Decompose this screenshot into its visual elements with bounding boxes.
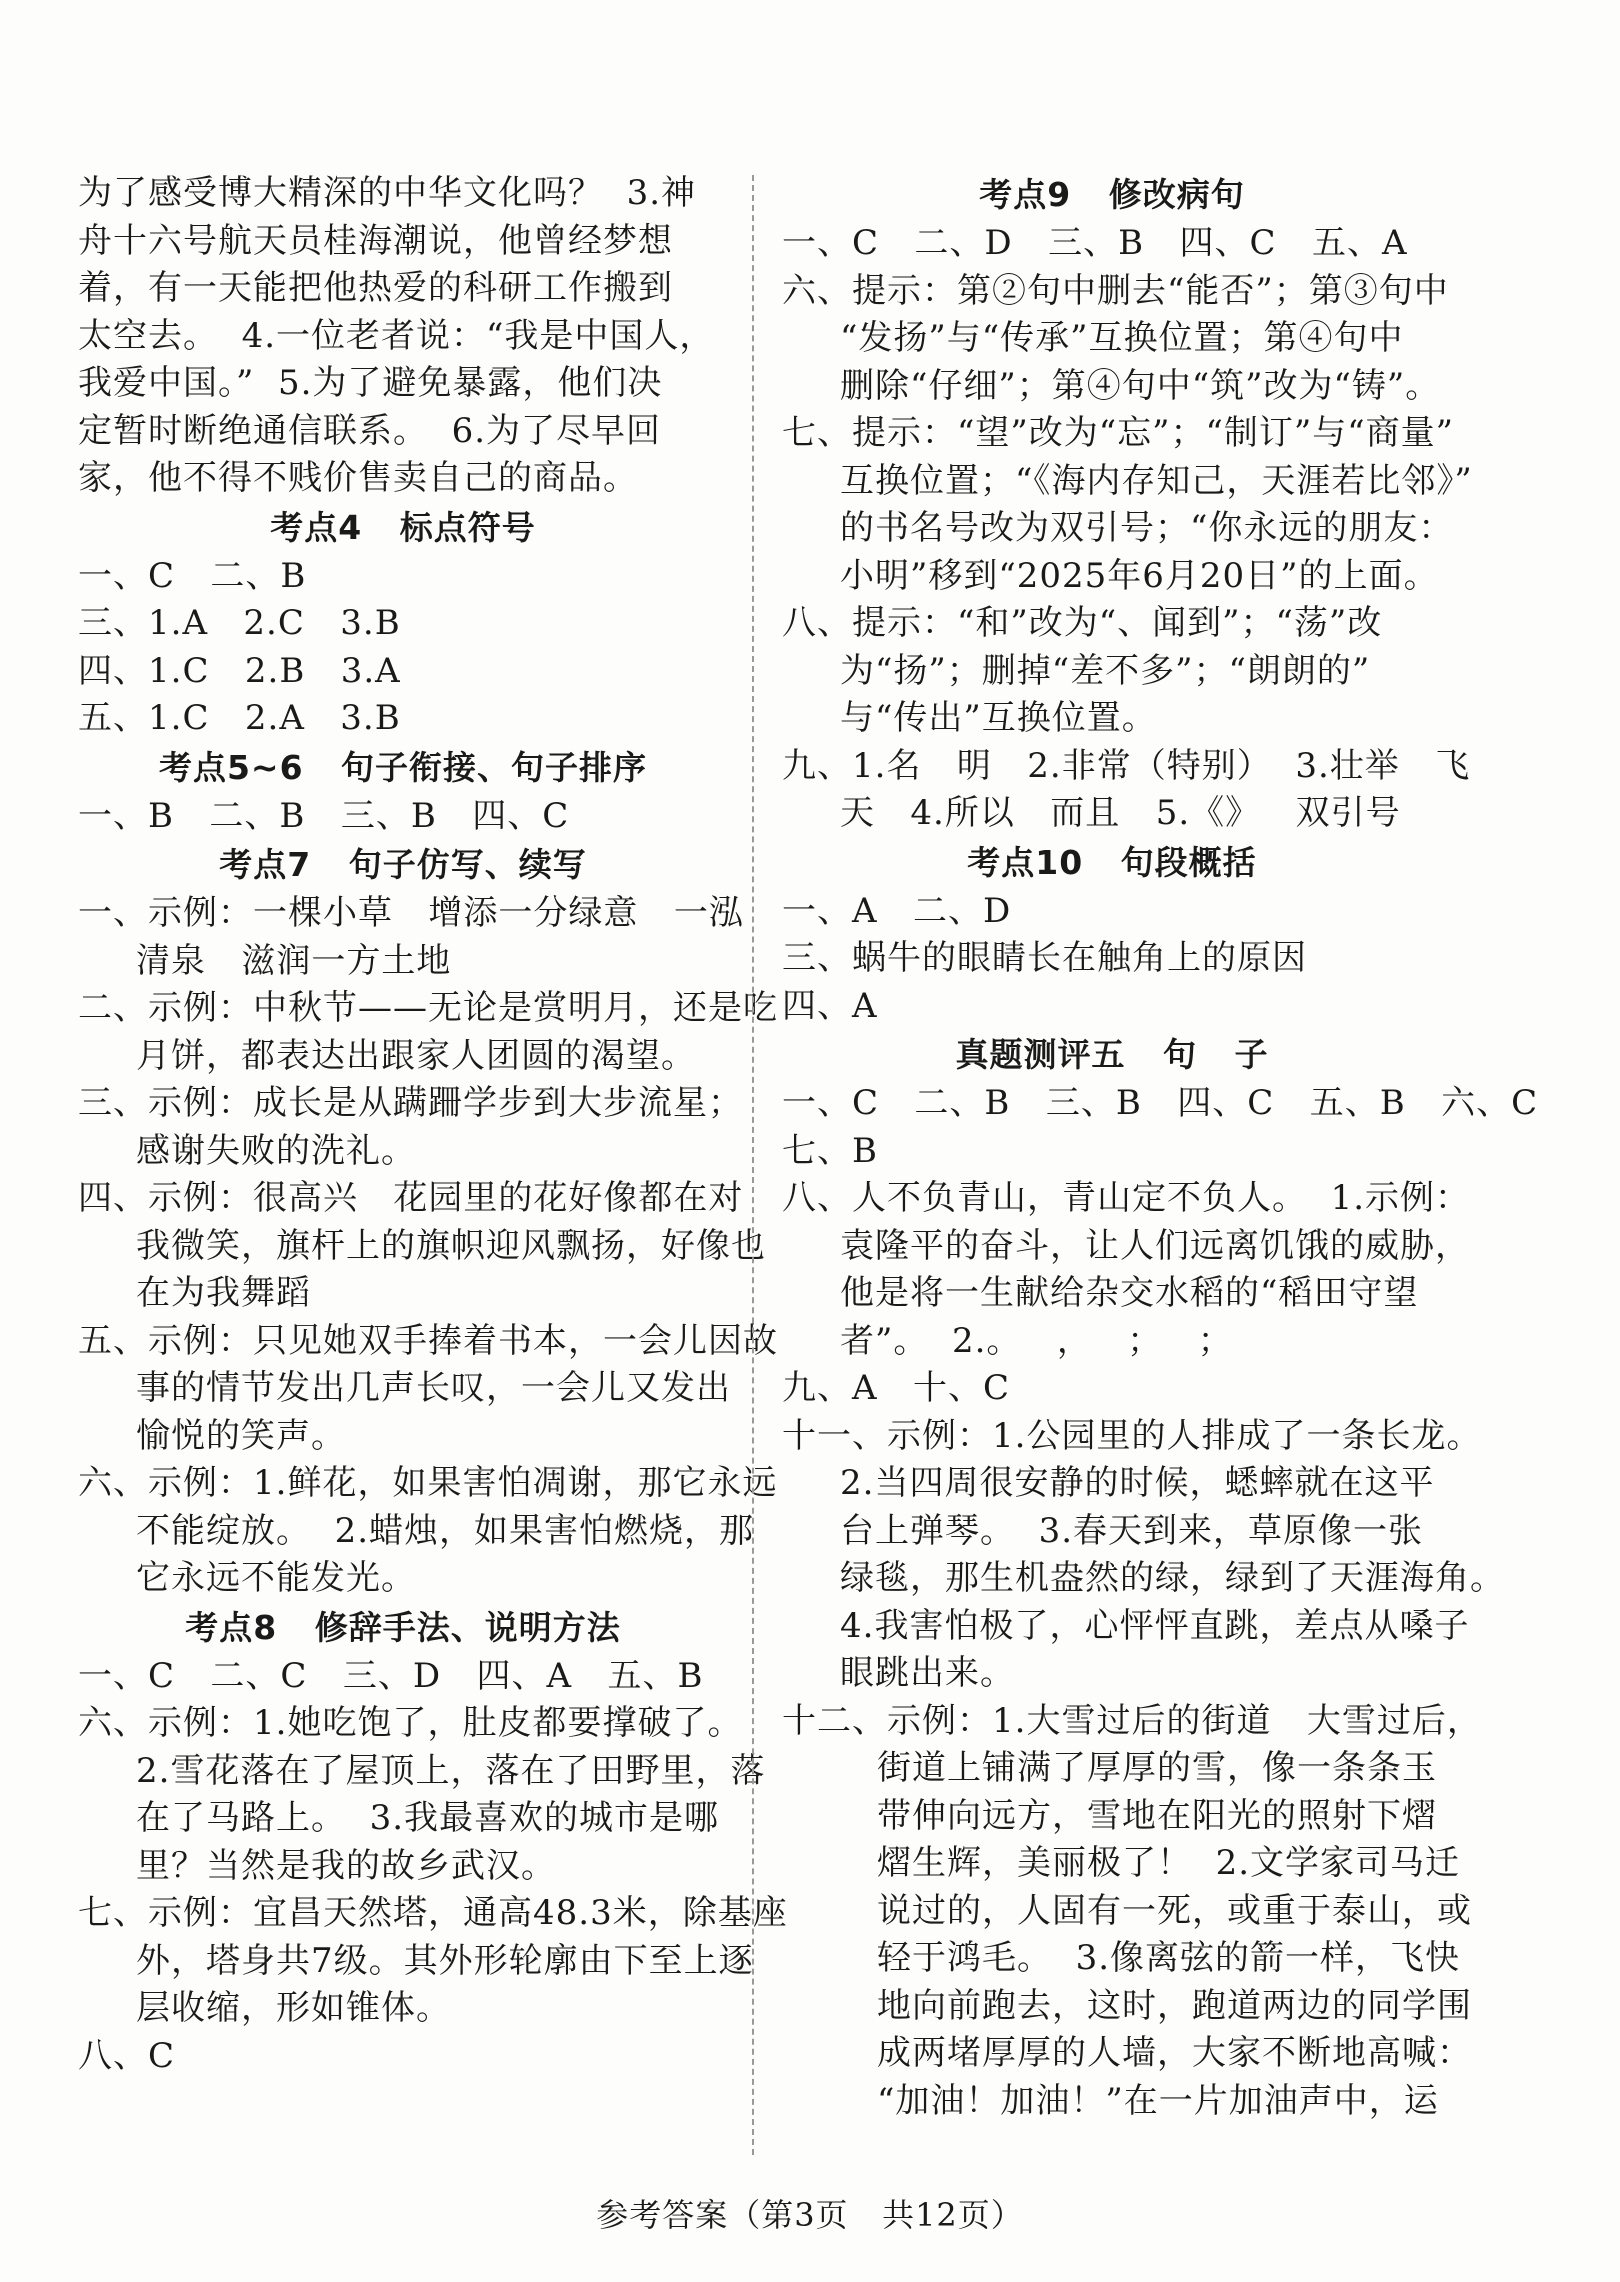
answer-line: 家，他不得不贱价售卖自己的商品。 xyxy=(78,458,638,498)
answer-line: 六、提示：第②句中删去“能否”；第③句中 xyxy=(782,270,1449,311)
answer-line: 在为我舞蹈 xyxy=(136,1273,311,1313)
answer-line: 为“扬”；删掉“差不多”；“朗朗的” xyxy=(840,650,1371,691)
answer-line: 十一、示例：1.公园里的人排成了一条长龙。 xyxy=(782,1415,1482,1456)
answer-line: 六、示例：1.鲜花，如果害怕凋谢，那它永远 xyxy=(78,1463,778,1503)
answer-line: 定暂时断绝通信联系。 6.为了尽早回 xyxy=(78,410,662,451)
answer-line: 熠生辉，美丽极了！ 2.文学家司马迁 xyxy=(877,1843,1461,1883)
answer-line: 里？当然是我的故乡武汉。 xyxy=(136,1845,556,1886)
column-divider xyxy=(752,175,754,2155)
answer-line: 删除“仔细”；第④句中“筑”改为“铸”。 xyxy=(840,365,1441,406)
answer-line: 的书名号改为双引号；“你永远的朋友： xyxy=(840,508,1454,548)
answer-line: 不能绽放。 2.蜡烛，如果害怕燃烧，那 xyxy=(136,1510,755,1551)
answer-line: 四、A xyxy=(782,985,878,1026)
answer-line: 六、示例：1.她吃饱了，肚皮都要撑破了。 xyxy=(78,1703,743,1743)
answer-line: 一、C 二、C 三、D 四、A 五、B xyxy=(78,1655,704,1696)
answer-line: 4.我害怕极了，心怦怦直跳，差点从嗓子 xyxy=(840,1605,1470,1646)
answer-line: 事的情节发出几声长叹，一会儿又发出 xyxy=(136,1368,731,1408)
answer-line: 一、C 二、D 三、B 四、C 五、A xyxy=(782,223,1408,263)
answer-line: 一、A 二、D xyxy=(782,890,1012,931)
answer-line: 五、1.C 2.A 3.B xyxy=(78,698,401,738)
answer-line: 一、示例：一棵小草 增添一分绿意 一泓 xyxy=(78,893,744,933)
answer-line: 台上弹琴。 3.春天到来，草原像一张 xyxy=(840,1510,1424,1551)
answer-line: 互换位置；“《海内存知己，天涯若比邻》” xyxy=(840,460,1473,501)
answer-line: 袁隆平的奋斗，让人们远离饥饿的威胁， xyxy=(840,1225,1470,1266)
section-heading: 考点4 标点符号 xyxy=(270,507,536,547)
answer-line: 九、1.名 明 2.非常（特别） 3.壮举 飞 xyxy=(782,745,1471,786)
answer-line: 为了感受博大精深的中华文化吗？ 3.神 xyxy=(78,173,697,213)
answer-line: 八、人不负青山，青山定不负人。 1.示例： xyxy=(782,1178,1471,1218)
section-heading: 真题测评五 句 子 xyxy=(955,1035,1269,1074)
answer-line: 舟十六号航天员桂海潮说，他曾经梦想 xyxy=(78,220,673,261)
answer-line: 四、1.C 2.B 3.A xyxy=(78,650,401,691)
answer-line: 他是将一生献给杂交水稻的“稻田守望 xyxy=(840,1273,1419,1313)
answer-line: 外，塔身共7级。其外形轮廓由下至上逐 xyxy=(136,1940,754,1981)
answer-line: 十二、示例：1.大雪过后的街道 大雪过后， xyxy=(782,1700,1482,1741)
answer-line: 一、C 二、B xyxy=(78,555,307,596)
answer-line: 层收缩，形如锥体。 xyxy=(136,1988,451,2028)
answer-line: 八、提示：“和”改为“、闻到”；“荡”改 xyxy=(782,603,1383,643)
answer-line: 三、1.A 2.C 3.B xyxy=(78,603,401,643)
page-footer: 参考答案（第3页 共12页） xyxy=(596,2196,1024,2234)
section-heading: 考点9 修改病句 xyxy=(979,175,1245,214)
section-heading: 考点7 句子仿写、续写 xyxy=(219,845,587,884)
answer-line: 带伸向远方，雪地在阳光的照射下熠 xyxy=(877,1795,1437,1836)
answer-line: 它永远不能发光。 xyxy=(136,1558,416,1598)
answer-line: 三、示例：成长是从蹒跚学步到大步流星； xyxy=(78,1083,743,1123)
answer-line: 地向前跑去，这时，跑道两边的同学围 xyxy=(877,1985,1472,2026)
answer-line: “发扬”与“传承”互换位置；第④句中 xyxy=(840,318,1404,358)
answer-line: 八、C xyxy=(78,2035,176,2076)
answer-line: “加油！加油！”在一片加油声中，运 xyxy=(877,2080,1439,2121)
answer-line: 绿毯，那生机盎然的绿，绿到了天涯海角。 xyxy=(840,1558,1505,1598)
answer-line: 四、示例：很高兴 花园里的花好像都在对 xyxy=(78,1178,744,1218)
answer-line: 三、蜗牛的眼睛长在触角上的原因 xyxy=(782,938,1307,978)
answer-line: 感谢失败的洗礼。 xyxy=(136,1130,416,1171)
section-heading: 考点8 修辞手法、说明方法 xyxy=(185,1607,621,1647)
answer-line: 我爱中国。” 5.为了避免暴露，他们决 xyxy=(78,363,663,403)
left-column xyxy=(78,170,788,2080)
answer-line: 二、示例：中秋节——无论是赏明月，还是吃 xyxy=(78,988,778,1028)
answer-line: 成两堵厚厚的人墙，大家不断地高喊： xyxy=(877,2033,1472,2073)
section-heading: 考点5~6 句子衔接、句子排序 xyxy=(158,747,648,787)
answer-line: 轻于鸿毛。 3.像离弦的箭一样，飞快 xyxy=(877,1938,1461,1978)
answer-line: 太空去。 4.一位老者说：“我是中国人， xyxy=(78,315,715,356)
answer-line: 七、示例：宜昌天然塔，通高48.3米，除基座 xyxy=(78,1893,788,1933)
answer-line: 者”。 2.。 ， ； ； xyxy=(840,1320,1233,1361)
answer-line: 一、C 二、B 三、B 四、C 五、B 六、C xyxy=(782,1083,1539,1123)
answer-line: 小明”移到“2025年6月20日”的上面。 xyxy=(840,555,1439,596)
answer-line: 在了马路上。 3.我最喜欢的城市是哪 xyxy=(136,1798,720,1838)
answer-line: 与“传出”互换位置。 xyxy=(840,698,1157,738)
answer-line: 2.雪花落在了屋顶上，落在了田野里，落 xyxy=(136,1750,766,1791)
answer-line: 我微笑，旗杆上的旗帜迎风飘扬，好像也 xyxy=(136,1225,766,1266)
answer-line: 着，有一天能把他热爱的科研工作搬到 xyxy=(78,268,673,308)
answer-line: 清泉 滋润一方土地 xyxy=(136,940,452,981)
answer-line: 七、提示：“望”改为“忘”；“制订”与“商量” xyxy=(782,413,1455,453)
answer-line: 九、A 十、C xyxy=(782,1368,1010,1408)
answer-line: 说过的，人固有一死，或重于泰山，或 xyxy=(877,1890,1472,1931)
answer-line: 一、B 二、B 三、B 四、C xyxy=(78,795,570,836)
answer-line: 月饼，都表达出跟家人团圆的渴望。 xyxy=(136,1035,696,1076)
section-heading: 考点10 句段概括 xyxy=(967,842,1257,882)
answer-line: 街道上铺满了厚厚的雪，像一条条玉 xyxy=(877,1748,1437,1788)
answer-line: 七、B xyxy=(782,1130,878,1171)
answer-line: 眼跳出来。 xyxy=(840,1653,1015,1693)
answer-line: 愉悦的笑声。 xyxy=(136,1415,346,1456)
answer-line: 2.当四周很安静的时候，蟋蟀就在这平 xyxy=(840,1463,1435,1503)
answer-line: 天 4.所以 而且 5.《》 双引号 xyxy=(840,793,1401,833)
right-column xyxy=(782,170,1539,2125)
answer-line: 五、示例：只见她双手捧着书本，一会儿因故 xyxy=(78,1320,778,1361)
